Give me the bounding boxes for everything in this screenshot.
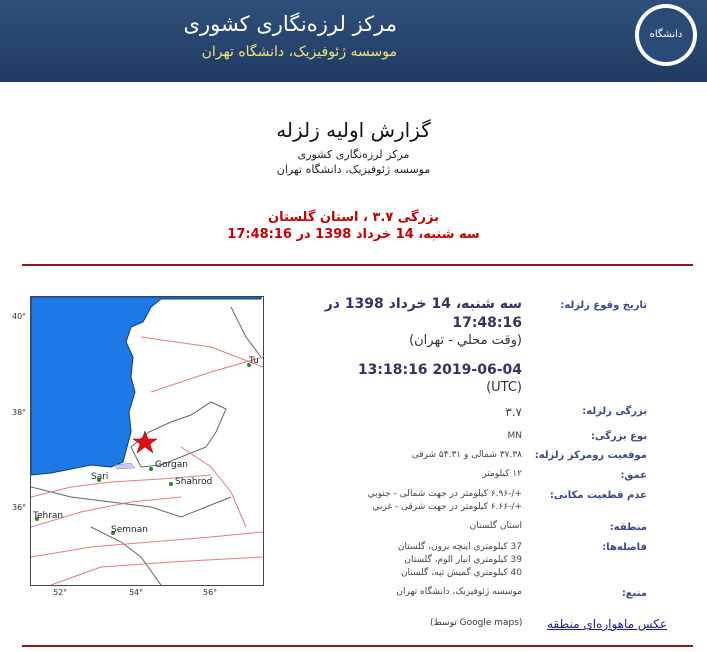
map-axis-lat: 38° — [12, 408, 27, 417]
divider — [22, 264, 693, 266]
utc-note: (UTC) — [486, 380, 522, 395]
local-time-line2: 17:48:16 — [452, 315, 522, 331]
report-org: مرکز لرزه‌نگاری کشوری — [297, 148, 410, 161]
site-header — [0, 0, 707, 94]
label-time: تاریخ وقوع زلزله: — [560, 300, 647, 311]
label-magnitude: بزرگی زلزله: — [582, 406, 647, 417]
fault-line — [181, 447, 246, 527]
local-time-note: (وقت محلي - تهران) — [409, 333, 522, 348]
distance-item: 39 کیلومتري انبار الوم، گلستان — [404, 555, 522, 565]
map-axis-lon: 56° — [203, 588, 218, 597]
fault-line — [31, 532, 263, 557]
map-axis-lon: 54° — [129, 588, 144, 597]
depth-value: ۱۲ کیلومتر — [482, 469, 522, 479]
city-label-shahrod: Shahrod — [175, 477, 213, 487]
report-institute: موسسه ژئوفیزیک، دانشگاه تهران — [276, 163, 431, 176]
local-time-line1: سه شنبه، 14 خرداد 1398 در — [324, 296, 522, 312]
google-maps-note: (توسط Google maps) — [430, 618, 523, 628]
caspian-sea — [31, 297, 261, 475]
label-distances: فاصله‌ها: — [602, 542, 647, 553]
label-region: منطقه: — [609, 522, 647, 533]
satellite-image-link[interactable]: عکس ماهواره‌ای منطقه — [547, 617, 667, 631]
uncertainty-ew: +/-۶.۶۶ کیلومتر در جهت شرقی - غربي — [372, 502, 522, 512]
map-axis-lon: 52° — [53, 588, 68, 597]
source-value: موسسه ژئوفیزیک، دانشگاه تهران — [396, 587, 522, 597]
magnitude-value: ۳.۷ — [505, 405, 522, 419]
label-source: منبع: — [621, 588, 647, 599]
bottom-divider — [22, 645, 693, 647]
report-magnitude: بزرگی ۳.۷ ، استان گلستان — [268, 210, 439, 225]
province-outline — [231, 307, 261, 357]
epicenter-map[interactable] — [30, 296, 264, 586]
city-label-semnan: Semnan — [111, 525, 148, 535]
city-label-tu: Tu — [249, 356, 259, 366]
city-label-tehran: Tehran — [33, 511, 64, 521]
fault-line — [151, 357, 263, 392]
fault-line — [51, 557, 263, 585]
site-title: مرکز لرزه‌نگاری کشوری — [183, 12, 397, 36]
report-date: سه شنبه، 14 خرداد 1398 در 17:48:16 — [227, 227, 480, 242]
label-location: موقعیت رومرکز زلزله: — [534, 450, 647, 461]
map-axis-lat: 40° — [12, 312, 27, 321]
uncertainty-ns: +/-۶.۹۶ کیلومتر در جهت شمالی - جنوبي — [367, 489, 522, 499]
utc-time: 2019-06-04 13:18:16 — [357, 362, 522, 378]
site-subtitle: موسسه ژئوفیزیک، دانشگاه تهران — [201, 44, 397, 60]
report-title: گزارش اولیه زلزله — [276, 118, 431, 142]
province-outline — [91, 527, 161, 585]
map-svg — [31, 297, 263, 585]
logo-text: دانشگاه تهران — [639, 8, 693, 62]
region-value: استان گلستان — [469, 521, 522, 531]
distance-item: 40 کیلومتري گمیش تپه، گلستان — [400, 568, 522, 578]
city-dot-shahrod — [169, 482, 173, 486]
label-depth: عمق: — [620, 470, 647, 481]
city-label-sari: Sari — [91, 472, 109, 482]
map-axis-lat: 36° — [12, 503, 27, 512]
location-value: ۳۷.۳۸ شمالی و ۵۴.۳۱ شرقی — [411, 450, 522, 460]
mag-type-value: MN — [507, 431, 522, 441]
distance-item: 37 کیلومتري اینچه برون، گلستان — [397, 542, 522, 552]
city-dot-gorgan — [149, 467, 153, 471]
label-mag-type: نوع بزرگی: — [590, 431, 647, 442]
city-label-gorgan: Gorgan — [155, 460, 188, 470]
university-logo[interactable] — [635, 4, 697, 94]
label-uncertainty: عدم قطعیت مکانی: — [549, 490, 647, 501]
